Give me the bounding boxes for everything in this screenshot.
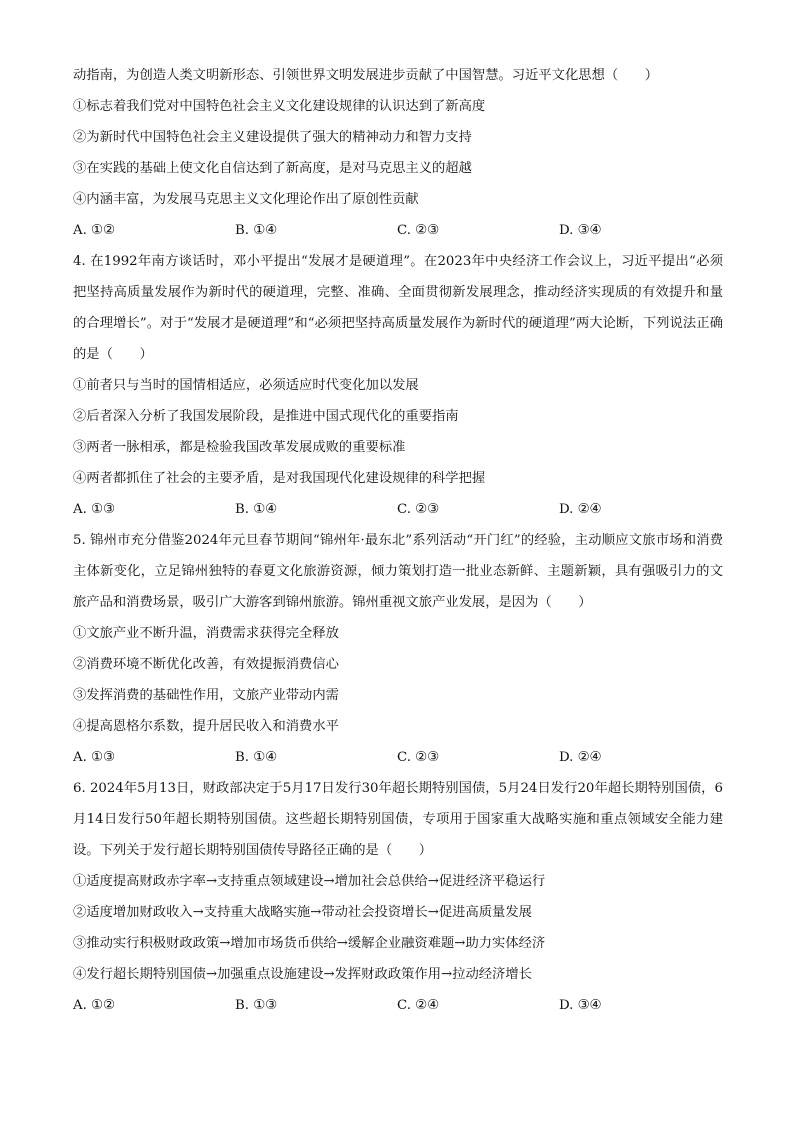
q3-option-b[interactable]: B. ①④ [235, 223, 278, 238]
q6-stem: 6. 2024年5月13日，财政部决定于5月17日发行30年超长期特别国债，5月24日发行20年超长期特别国债，6月14日发行50年超长期特别国债。这些超长期特别国债，专项用于国家重大战略实施和重点领域安全能力建设。下列关于发行超长期特别国债传导路径正确的是（ ） [73, 781, 723, 858]
q5-option-d[interactable]: D. ②④ [559, 750, 602, 765]
q5-statement-2: ②消费环境不断优化改善，有效提振消费信心 [73, 657, 339, 672]
q6-statement-4: ④发行超长期特别国债→加强重点设施建设→发挥财政政策作用→拉动经济增长 [73, 967, 532, 982]
q5-options [73, 742, 723, 773]
q5-statement-1: ①文旅产业不断升温，消费需求获得完全释放 [73, 626, 339, 641]
q5-stem: 5. 锦州市充分借鉴2024年元旦春节期间“锦州年·最东北”系列活动“开门红”的经验，主动顺应文旅市场和消费主体新变化，立足锦州独特的春夏文化旅游资源，倾力策划打造一批业态新鲜、主题新颖，具有强吸引力的文旅产品和消费场景，吸引广大游客到锦州旅游。锦州重视文旅产业发展，是因为（ ） [73, 533, 723, 610]
q5-option-c[interactable]: C. ②③ [397, 750, 439, 765]
q5-statement-3: ③发挥消费的基础性作用，文旅产业带动内需 [73, 688, 339, 703]
q4-option-d[interactable]: D. ②④ [559, 502, 602, 517]
q6-statement-3: ③推动实行积极财政政策→增加市场货币供给→缓解企业融资难题→助力实体经济 [73, 936, 546, 951]
q3-stem-tail: 动指南，为创造人类文明新形态、引领世界文明发展进步贡献了中国智慧。习近平文化思想（ ） [73, 68, 659, 83]
q3-statement-4: ④内涵丰富，为发展马克思主义文化理论作出了原创性贡献 [73, 192, 419, 207]
q4-statement-1: ①前者只与当时的国情相适应，必须适应时代变化加以发展 [73, 378, 419, 393]
q5-option-b[interactable]: B. ①④ [235, 750, 278, 765]
q4-option-a[interactable]: A. ①③ [73, 502, 115, 517]
q5-statement-4: ④提高恩格尔系数，提升居民收入和消费水平 [73, 719, 339, 734]
q4-statement-3: ③两者一脉相承，都是检验我国改革发展成败的重要标准 [73, 440, 406, 455]
q3-statement-3: ③在实践的基础上使文化自信达到了新高度，是对马克思主义的超越 [73, 161, 472, 176]
q6-option-b[interactable]: B. ①③ [235, 998, 278, 1013]
q3-statement-1: ①标志着我们党对中国特色社会主义文化建设规律的认识达到了新高度 [73, 99, 486, 114]
q3-option-a[interactable]: A. ①② [73, 223, 115, 238]
q4-option-c[interactable]: C. ②③ [397, 502, 439, 517]
q6-statement-2: ②适度增加财政收入→支持重大战略实施→带动社会投资增长→促进高质量发展 [73, 905, 532, 920]
q4-options [73, 494, 723, 525]
q4-stem: 4. 在1992年南方谈话时，邓小平提出“发展才是硬道理”。在2023年中央经济工作会议上，习近平提出“必须把坚持高质量发展作为新时代的硬道理，完整、准确、全面贯彻新发展理念，推动经济实现质的有效提升和量的合理增长”。对于“发展才是硬道理”和“必须把坚持高质量发展作为新时代的硬道理”两大论断，下列说法正确的是（ ） [73, 254, 723, 362]
q5-option-a[interactable]: A. ①③ [73, 750, 115, 765]
q3-statement-2: ②为新时代中国特色社会主义建设提供了强大的精神动力和智力支持 [73, 130, 472, 145]
q4-statement-2: ②后者深入分析了我国发展阶段，是推进中国式现代化的重要指南 [73, 409, 459, 424]
q6-option-a[interactable]: A. ①② [73, 998, 115, 1013]
q6-statement-1: ①适度提高财政赤字率→支持重点领域建设→增加社会总供给→促进经济平稳运行 [73, 874, 546, 889]
q3-options [73, 215, 723, 246]
q3-option-d[interactable]: D. ③④ [559, 223, 602, 238]
exam-page [73, 60, 723, 1021]
q3-option-c[interactable]: C. ②③ [397, 223, 439, 238]
q6-options [73, 990, 723, 1021]
q6-option-c[interactable]: C. ②④ [397, 998, 439, 1013]
q4-statement-4: ④两者都抓住了社会的主要矛盾，是对我国现代化建设规律的科学把握 [73, 471, 486, 486]
q4-option-b[interactable]: B. ①④ [235, 502, 278, 517]
q6-option-d[interactable]: D. ③④ [559, 998, 602, 1013]
